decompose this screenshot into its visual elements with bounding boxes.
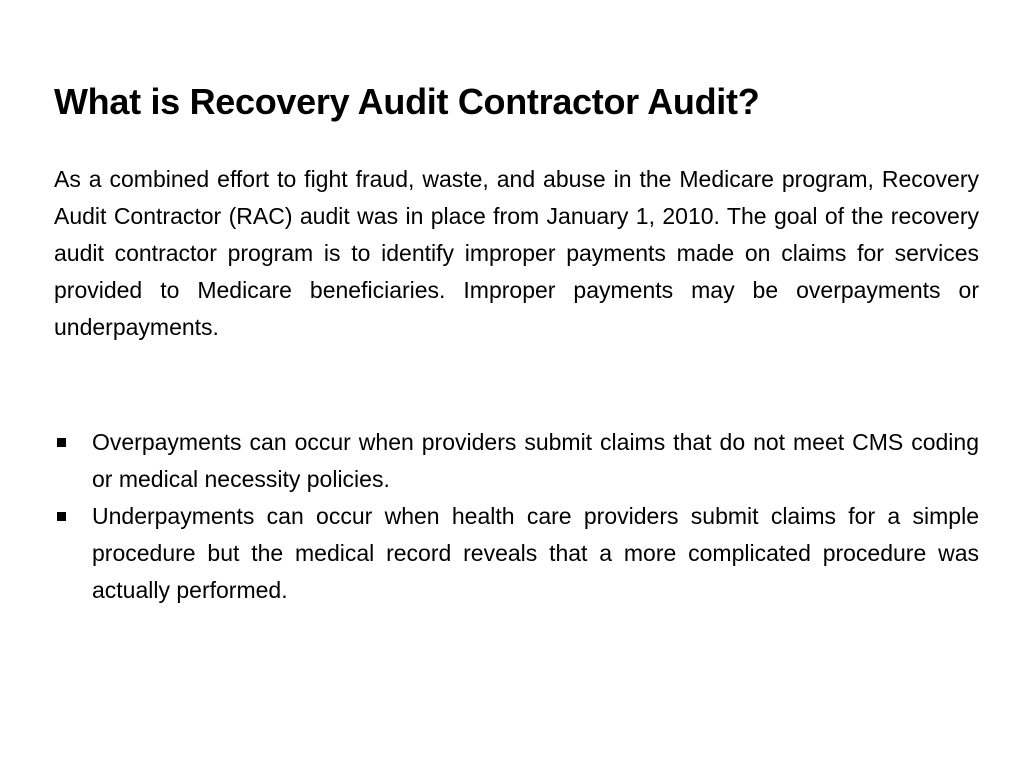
bullet-text: Overpayments can occur when providers submit claims that do not meet CMS coding or medical necessity policies.	[92, 429, 979, 492]
slide-title: What is Recovery Audit Contractor Audit?	[54, 81, 760, 122]
list-item	[54, 498, 979, 609]
bullet-list	[54, 424, 979, 609]
list-item	[54, 424, 979, 498]
intro-paragraph: As a combined effort to fight fraud, waste, and abuse in the Medicare program, Recovery Audit Contractor (RAC) audit was in place from January 1, 2010. The goal of the recovery audit contractor program is to identify improper payments made on claims for services provided to Medicare beneficiaries. Improper payments may be overpayments or underpayments.	[54, 166, 979, 340]
bullet-text: Underpayments can occur when health care providers submit claims for a simple procedure but the medical record reveals that a more complicated procedure was actually performed.	[92, 503, 979, 603]
square-bullet-icon	[57, 438, 66, 447]
square-bullet-icon	[57, 512, 66, 521]
